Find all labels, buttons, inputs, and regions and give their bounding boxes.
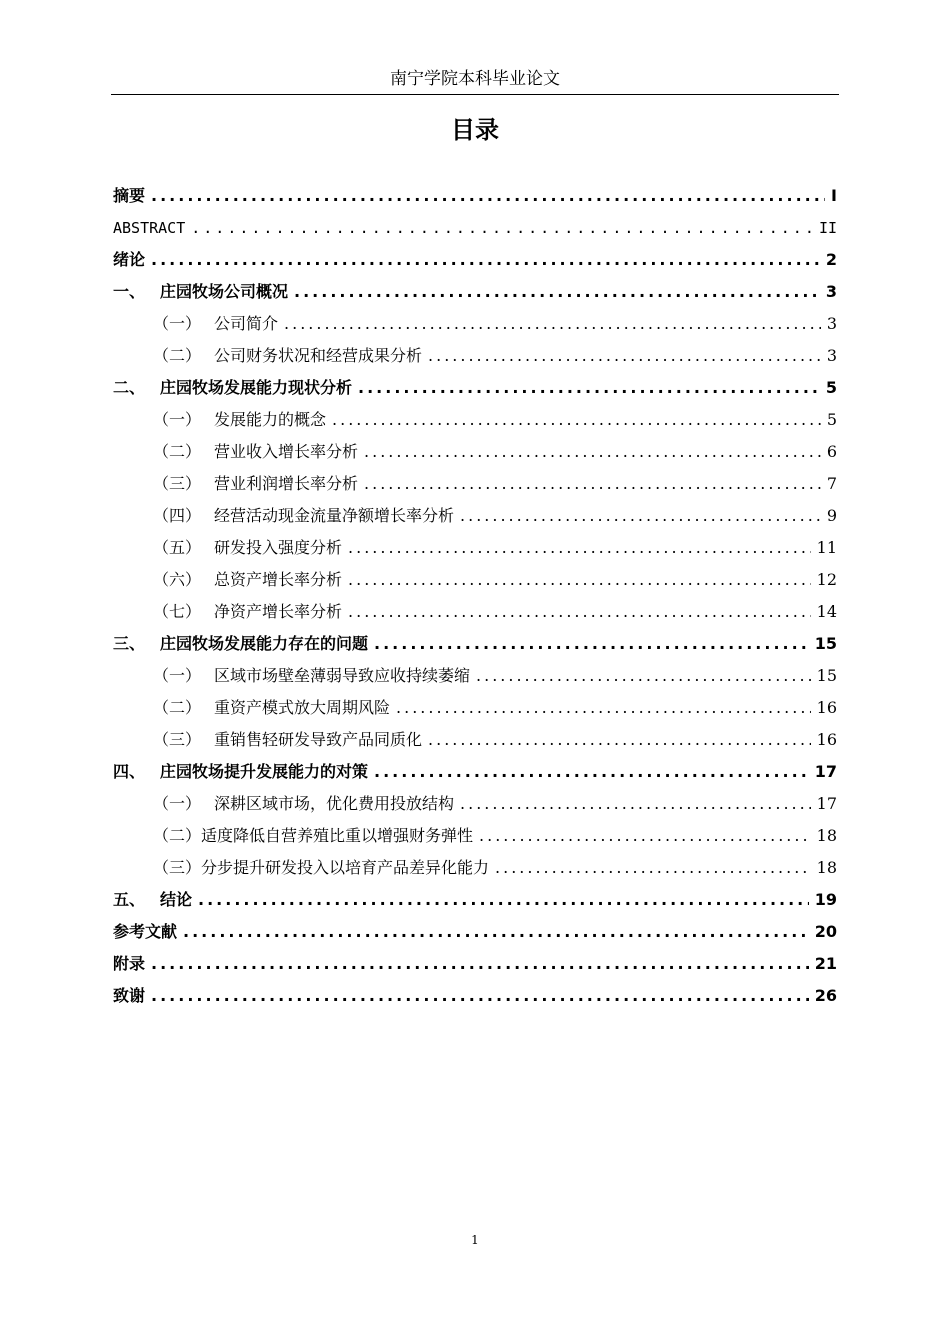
toc-entry-page: 17	[814, 762, 837, 781]
toc-entry-page: 17	[816, 794, 837, 813]
toc-dot-leader	[348, 564, 811, 596]
toc-entry-title: 深耕区域市场，优化费用投放结构	[214, 794, 455, 813]
toc-entry-page: 26	[814, 986, 837, 1005]
toc-entry-title: 公司财务状况和经营成果分析	[214, 346, 423, 365]
toc-dot-leader	[198, 884, 809, 916]
page-number: 1	[471, 1233, 479, 1247]
toc-dot-leader	[476, 660, 811, 692]
toc-entry-page: 20	[814, 922, 837, 941]
toc-entry-page: 18	[816, 858, 837, 877]
toc-dot-leader	[183, 916, 809, 948]
toc-entry-number: （三）	[153, 730, 202, 749]
toc-entry-title: 净资产增长率分析	[214, 602, 343, 621]
toc-entry-page: 15	[816, 666, 837, 685]
toc-section-entry[interactable]	[113, 852, 837, 884]
toc-entry-page: II	[818, 219, 837, 237]
toc-entry-title: 总资产增长率分析	[214, 570, 343, 589]
toc-section-entry[interactable]	[113, 564, 837, 596]
toc-chapter-entry[interactable]	[113, 628, 837, 660]
toc-chapter-entry[interactable]	[113, 916, 837, 948]
toc-entry-number: 五、	[113, 890, 146, 909]
toc-entry-page: 7	[826, 474, 837, 493]
toc-entry-title: 适度降低自营养殖比重以增强财务弹性	[201, 826, 474, 845]
toc-entry-number: （一）	[153, 794, 202, 813]
toc-section-entry[interactable]	[113, 436, 837, 468]
toc-entry-title: 庄园牧场公司概况	[160, 282, 289, 301]
toc-entry-number: （三）	[153, 474, 202, 493]
toc-chapter-entry[interactable]	[113, 244, 837, 276]
toc-section-entry[interactable]	[113, 724, 837, 756]
toc-title: 目录	[451, 116, 499, 144]
toc-entry-number: （一）	[153, 314, 202, 333]
toc-entry-number: （五）	[153, 538, 202, 557]
toc-dot-leader	[364, 468, 821, 500]
toc-dot-leader	[358, 372, 820, 404]
toc-entry-page: 18	[816, 826, 837, 845]
toc-dot-leader	[374, 628, 809, 660]
toc-dot-leader	[332, 404, 821, 436]
toc-dot-leader	[151, 980, 809, 1012]
toc-dot-leader	[348, 532, 811, 564]
toc-entry-title: 重销售轻研发导致产品同质化	[214, 730, 423, 749]
toc-chapter-entry[interactable]	[113, 884, 837, 916]
toc-entry-page: 2	[825, 250, 837, 269]
toc-entry-page: 12	[816, 570, 837, 589]
toc-dot-leader	[374, 756, 809, 788]
toc-entry-title: 庄园牧场发展能力现状分析	[160, 378, 353, 397]
toc-entry-page: 15	[814, 634, 837, 653]
toc-dot-leader	[396, 692, 811, 724]
toc-entry-title: 公司简介	[214, 314, 279, 333]
toc-entry-number: （三）	[153, 858, 202, 877]
toc-entry-title: 摘要	[113, 186, 146, 205]
toc-dot-leader	[294, 276, 820, 308]
toc-section-entry[interactable]	[113, 788, 837, 820]
toc-entry-title: 致谢	[113, 986, 146, 1005]
toc-entry-number: 四、	[113, 762, 146, 781]
toc-entry-title: 绪论	[113, 250, 146, 269]
toc-entry-page: I	[831, 186, 837, 205]
toc-entry-number: （二）	[153, 346, 202, 365]
toc-chapter-entry[interactable]	[113, 180, 837, 212]
toc-chapter-entry[interactable]	[113, 212, 837, 244]
toc-dot-leader	[151, 244, 820, 276]
toc-entry-number: （二）	[153, 698, 202, 717]
toc-entry-page: 3	[825, 282, 837, 301]
toc-entry-page: 3	[826, 346, 837, 365]
toc-chapter-entry[interactable]	[113, 948, 837, 980]
toc-entry-page: 11	[816, 538, 837, 557]
toc-entry-page: 19	[814, 890, 837, 909]
toc-dot-leader	[460, 788, 811, 820]
toc-entry-page: 5	[825, 378, 837, 397]
toc-section-entry[interactable]	[113, 692, 837, 724]
toc-entry-number: （六）	[153, 570, 202, 589]
toc-section-entry[interactable]	[113, 500, 837, 532]
toc-entry-page: 16	[816, 730, 837, 749]
toc-entry-title: 参考文献	[113, 922, 178, 941]
toc-section-entry[interactable]	[113, 308, 837, 340]
toc-entry-page: 21	[814, 954, 837, 973]
toc-entry-number: 三、	[113, 634, 146, 653]
toc-dot-leader	[348, 596, 811, 628]
toc-section-entry[interactable]	[113, 596, 837, 628]
toc-chapter-entry[interactable]	[113, 756, 837, 788]
toc-entry-title: 研发投入强度分析	[214, 538, 343, 557]
toc-entry-title: 庄园牧场发展能力存在的问题	[160, 634, 369, 653]
toc-entry-page: 3	[826, 314, 837, 333]
toc-dot-leader	[151, 180, 825, 212]
toc-entry-page: 5	[826, 410, 837, 429]
toc-entry-number: （四）	[153, 506, 202, 525]
toc-entry-title: 庄园牧场提升发展能力的对策	[160, 762, 369, 781]
toc-dot-leader	[191, 212, 813, 244]
toc-entry-title: 分步提升研发投入以培育产品差异化能力	[201, 858, 490, 877]
toc-entry-title: 结论	[160, 890, 193, 909]
toc-entry-number: 一、	[113, 282, 146, 301]
toc-section-entry[interactable]	[113, 820, 837, 852]
toc-entry-number: （二）	[153, 826, 202, 845]
toc-entry-page: 9	[826, 506, 837, 525]
toc-entry-title: 区域市场壁垒薄弱导致应收持续萎缩	[214, 666, 471, 685]
toc-chapter-entry[interactable]	[113, 276, 837, 308]
header-rule	[111, 94, 839, 95]
toc-chapter-entry[interactable]	[113, 980, 837, 1012]
toc-entry-page: 6	[826, 442, 837, 461]
toc-entry-title: 附录	[113, 954, 146, 973]
table-of-contents	[113, 180, 837, 1012]
toc-entry-title: 营业收入增长率分析	[214, 442, 359, 461]
toc-dot-leader	[151, 948, 809, 980]
toc-dot-leader	[460, 500, 821, 532]
toc-section-entry[interactable]	[113, 660, 837, 692]
toc-dot-leader	[364, 436, 821, 468]
page-header: 南宁学院本科毕业论文	[390, 69, 560, 89]
toc-section-entry[interactable]	[113, 468, 837, 500]
toc-dot-leader	[495, 852, 811, 884]
toc-entry-page: 16	[816, 698, 837, 717]
toc-entry-number: （七）	[153, 602, 202, 621]
toc-section-entry[interactable]	[113, 532, 837, 564]
toc-entry-number: （一）	[153, 666, 202, 685]
toc-section-entry[interactable]	[113, 340, 837, 372]
toc-section-entry[interactable]	[113, 404, 837, 436]
toc-entry-title: 营业利润增长率分析	[214, 474, 359, 493]
toc-dot-leader	[284, 308, 821, 340]
toc-chapter-entry[interactable]	[113, 372, 837, 404]
toc-entry-title: ABSTRACT	[113, 219, 186, 237]
toc-entry-title: 重资产模式放大周期风险	[214, 698, 391, 717]
toc-entry-page: 14	[816, 602, 837, 621]
toc-dot-leader	[479, 820, 811, 852]
toc-entry-number: （二）	[153, 442, 202, 461]
toc-dot-leader	[428, 340, 821, 372]
toc-entry-title: 经营活动现金流量净额增长率分析	[214, 506, 455, 525]
toc-entry-number: （一）	[153, 410, 202, 429]
toc-dot-leader	[428, 724, 811, 756]
toc-entry-title: 发展能力的概念	[214, 410, 327, 429]
toc-entry-number: 二、	[113, 378, 146, 397]
